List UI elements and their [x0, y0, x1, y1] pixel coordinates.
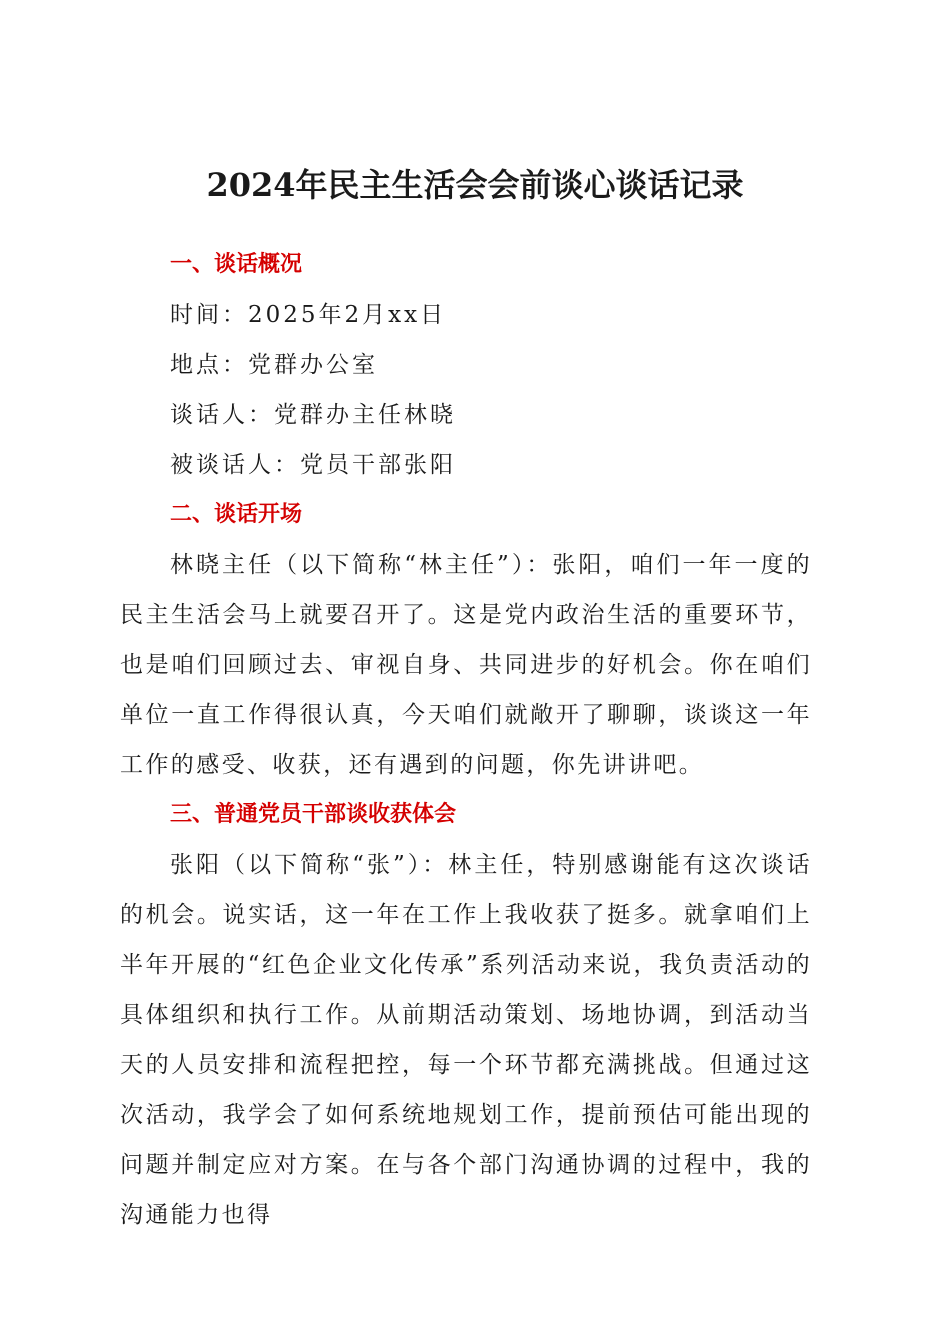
info-interviewee: 被谈话人：党员干部张阳 — [170, 452, 456, 478]
document-body — [120, 240, 812, 1240]
info-interviewer: 谈话人：党群办主任林晓 — [170, 402, 456, 428]
info-time: 时间：2025年2月xx日 — [170, 302, 447, 328]
opening-paragraph: 林晓主任（以下简称“林主任”）：张阳，咱们一年一度的民主生活会马上就要召开了。这是党内政治生活的重要环节，也是咱们回顾过去、审视自身、共同进步的好机会。你在咱们单位一直工作得很认真，今天咱们就敞开了聊聊，谈谈这一年工作的感受、收获，还有遇到的问题，你先讲讲吧。 — [120, 552, 812, 778]
document-title: 2024年民主生活会会前谈心谈话记录 — [206, 166, 744, 204]
info-place: 地点：党群办公室 — [170, 352, 378, 378]
section-heading-opening: 二、谈话开场 — [170, 502, 303, 527]
section-heading-experience: 三、普通党员干部谈收获体会 — [170, 802, 457, 827]
section-heading-overview: 一、谈话概况 — [170, 252, 303, 277]
experience-paragraph: 张阳（以下简称“张”）：林主任，特别感谢能有这次谈话的机会。说实话，这一年在工作上我收获了挺多。就拿咱们上半年开展的“红色企业文化传承”系列活动来说，我负责活动的具体组织和执行工作。从前期活动策划、场地协调，到活动当天的人员安排和流程把控，每一个环节都充满挑战。但通过这次活动，我学会了如何系统地规划工作，提前预估可能出现的问题并制定应对方案。在与各个部门沟通协调的过程中，我的沟通能力也得 — [120, 852, 812, 1228]
